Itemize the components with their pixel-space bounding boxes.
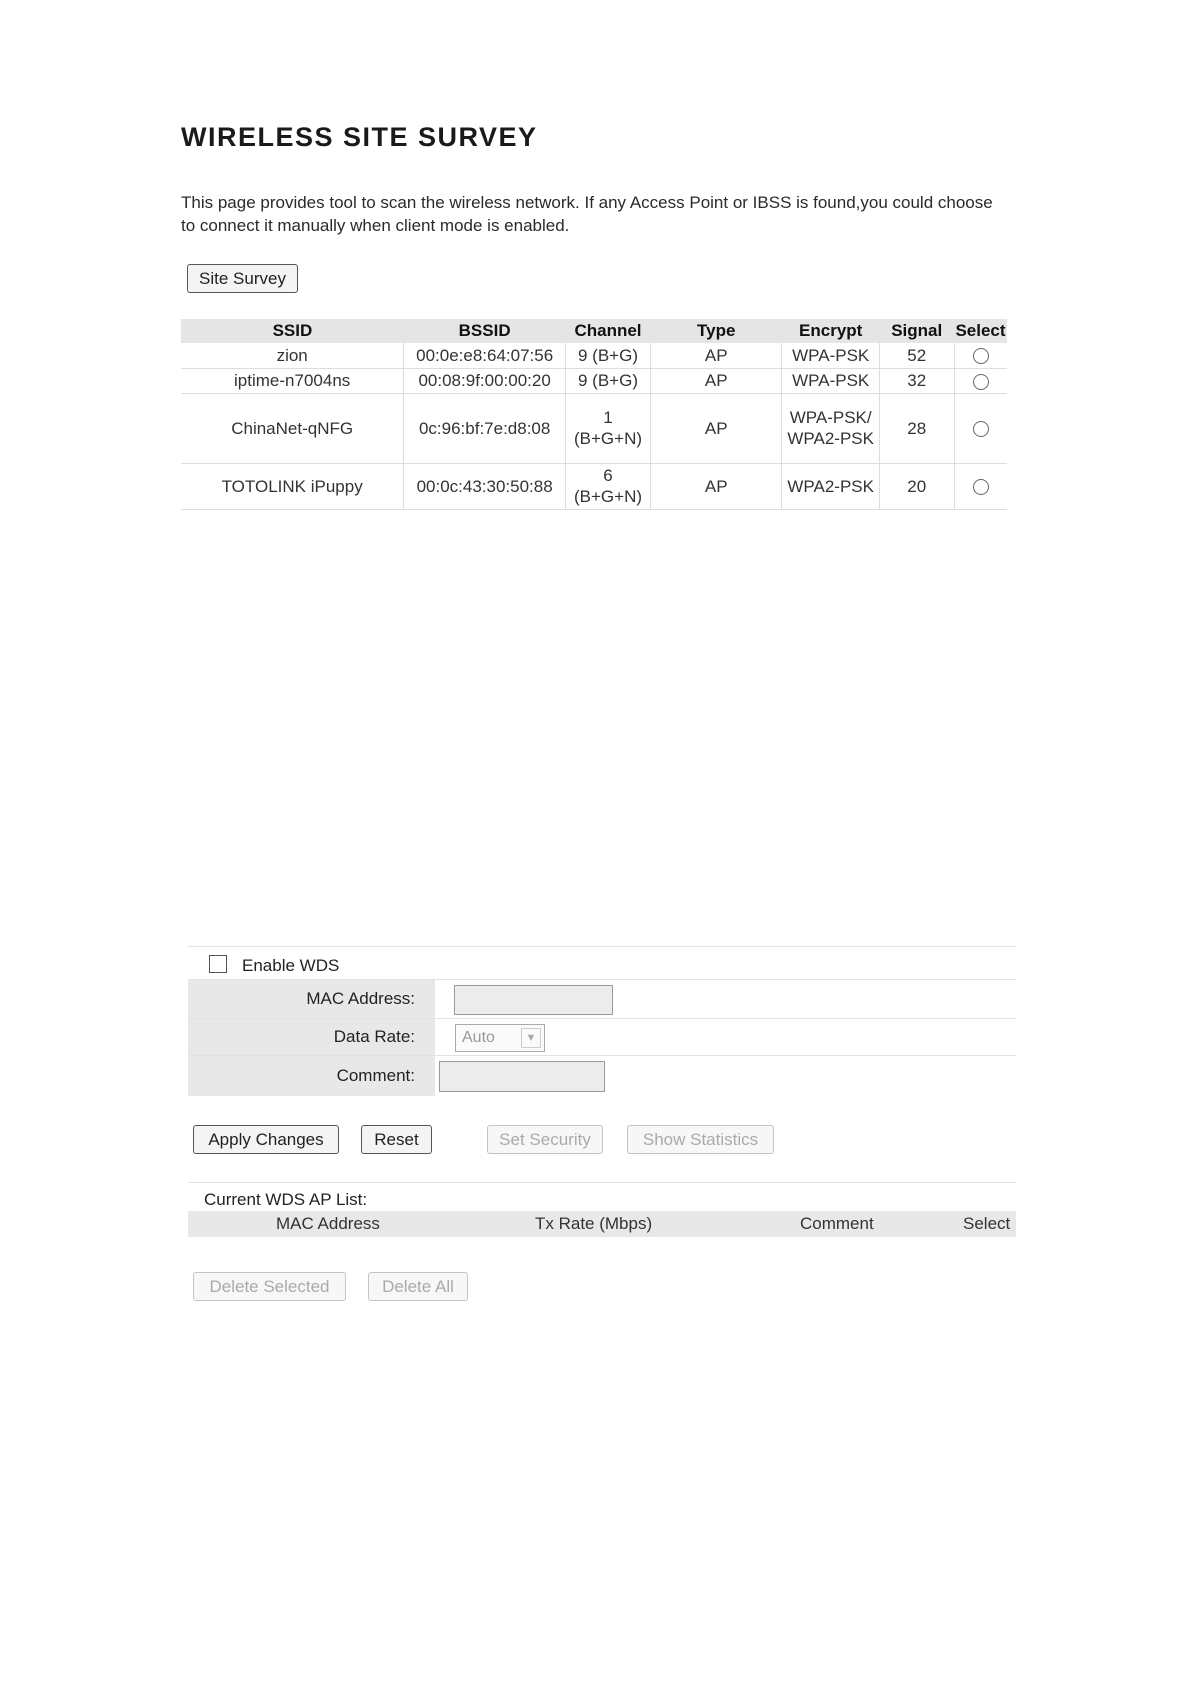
cell-ssid: iptime-n7004ns bbox=[181, 368, 404, 393]
comment-input[interactable] bbox=[439, 1061, 605, 1092]
set-security-button[interactable]: Set Security bbox=[487, 1125, 603, 1154]
cell-type: AP bbox=[651, 343, 782, 368]
cell-signal: 20 bbox=[879, 463, 954, 509]
ap-header-comment: Comment bbox=[800, 1214, 874, 1233]
cell-bssid: 00:0e:e8:64:07:56 bbox=[404, 343, 566, 368]
cell-bssid: 00:0c:43:30:50:88 bbox=[404, 463, 566, 509]
data-rate-label: Data Rate: bbox=[333, 1027, 415, 1046]
apply-changes-button[interactable]: Apply Changes bbox=[193, 1125, 339, 1154]
reset-button[interactable]: Reset bbox=[361, 1125, 432, 1154]
cell-signal: 32 bbox=[879, 368, 954, 393]
cell-type: AP bbox=[651, 463, 782, 509]
ap-header-select: Select bbox=[963, 1214, 1011, 1233]
header-ssid: SSID bbox=[181, 319, 404, 343]
header-channel: Channel bbox=[565, 319, 650, 343]
header-type: Type bbox=[651, 319, 782, 343]
header-encrypt: Encrypt bbox=[782, 319, 879, 343]
select-radio[interactable] bbox=[973, 374, 989, 390]
mac-address-input[interactable] bbox=[454, 985, 613, 1015]
cell-encrypt: WPA2-PSK bbox=[782, 463, 879, 509]
show-statistics-button[interactable]: Show Statistics bbox=[627, 1125, 774, 1154]
table-row bbox=[181, 368, 1007, 393]
cell-type: AP bbox=[651, 393, 782, 463]
cell-select bbox=[954, 343, 1007, 368]
cell-select bbox=[954, 393, 1007, 463]
table-header-row bbox=[181, 319, 1007, 343]
cell-bssid: 00:08:9f:00:00:20 bbox=[404, 368, 566, 393]
select-radio[interactable] bbox=[973, 348, 989, 364]
cell-select bbox=[954, 368, 1007, 393]
cell-bssid: 0c:96:bf:7e:d8:08 bbox=[404, 393, 566, 463]
cell-select bbox=[954, 463, 1007, 509]
header-signal: Signal bbox=[879, 319, 954, 343]
delete-all-button[interactable]: Delete All bbox=[368, 1272, 468, 1301]
cell-signal: 52 bbox=[879, 343, 954, 368]
cell-signal: 28 bbox=[879, 393, 954, 463]
cell-channel: 1 (B+G+N) bbox=[565, 393, 650, 463]
cell-encrypt: WPA-PSK/WPA2-PSK bbox=[782, 393, 879, 463]
ap-header-txrate: Tx Rate (Mbps) bbox=[535, 1214, 653, 1233]
cell-ssid: ChinaNet-qNFG bbox=[181, 393, 404, 463]
ap-list-header bbox=[188, 1211, 1016, 1237]
ap-list-divider bbox=[188, 1182, 1016, 1183]
select-radio[interactable] bbox=[973, 421, 989, 437]
page-description: This page provides tool to scan the wireless network. If any Access Point or IBSS is found,you could choose to connect it manually when client mode is enabled. bbox=[181, 193, 993, 235]
mac-address-label: MAC Address: bbox=[306, 989, 415, 1008]
cell-type: AP bbox=[651, 368, 782, 393]
cell-channel: 9 (B+G) bbox=[565, 343, 650, 368]
cell-channel: 6 (B+G+N) bbox=[565, 463, 650, 509]
select-radio[interactable] bbox=[973, 479, 989, 495]
comment-label: Comment: bbox=[336, 1066, 415, 1085]
header-select: Select bbox=[954, 319, 1007, 343]
site-survey-table bbox=[181, 319, 1007, 510]
ap-list-title: Current WDS AP List: bbox=[204, 1190, 368, 1209]
cell-ssid: TOTOLINK iPuppy bbox=[181, 463, 404, 509]
cell-encrypt: WPA-PSK bbox=[782, 343, 879, 368]
data-rate-row bbox=[188, 1019, 1016, 1055]
site-survey-button[interactable]: Site Survey bbox=[187, 264, 298, 293]
table-row bbox=[181, 343, 1007, 368]
cell-encrypt: WPA-PSK bbox=[782, 368, 879, 393]
ap-header-mac: MAC Address bbox=[276, 1214, 380, 1233]
header-bssid: BSSID bbox=[404, 319, 566, 343]
cell-ssid: zion bbox=[181, 343, 404, 368]
enable-wds-label: Enable WDS bbox=[242, 956, 340, 975]
table-row bbox=[181, 463, 1007, 509]
cell-channel: 9 (B+G) bbox=[565, 368, 650, 393]
table-row bbox=[181, 393, 1007, 463]
delete-selected-button[interactable]: Delete Selected bbox=[193, 1272, 346, 1301]
wds-divider bbox=[188, 946, 1016, 947]
data-rate-value: Auto bbox=[462, 1029, 495, 1046]
enable-wds-checkbox[interactable] bbox=[209, 955, 227, 973]
chevron-down-icon: ▼ bbox=[521, 1028, 541, 1048]
data-rate-select[interactable] bbox=[455, 1024, 545, 1052]
page-title: WIRELESS SITE SURVEY bbox=[181, 122, 538, 152]
